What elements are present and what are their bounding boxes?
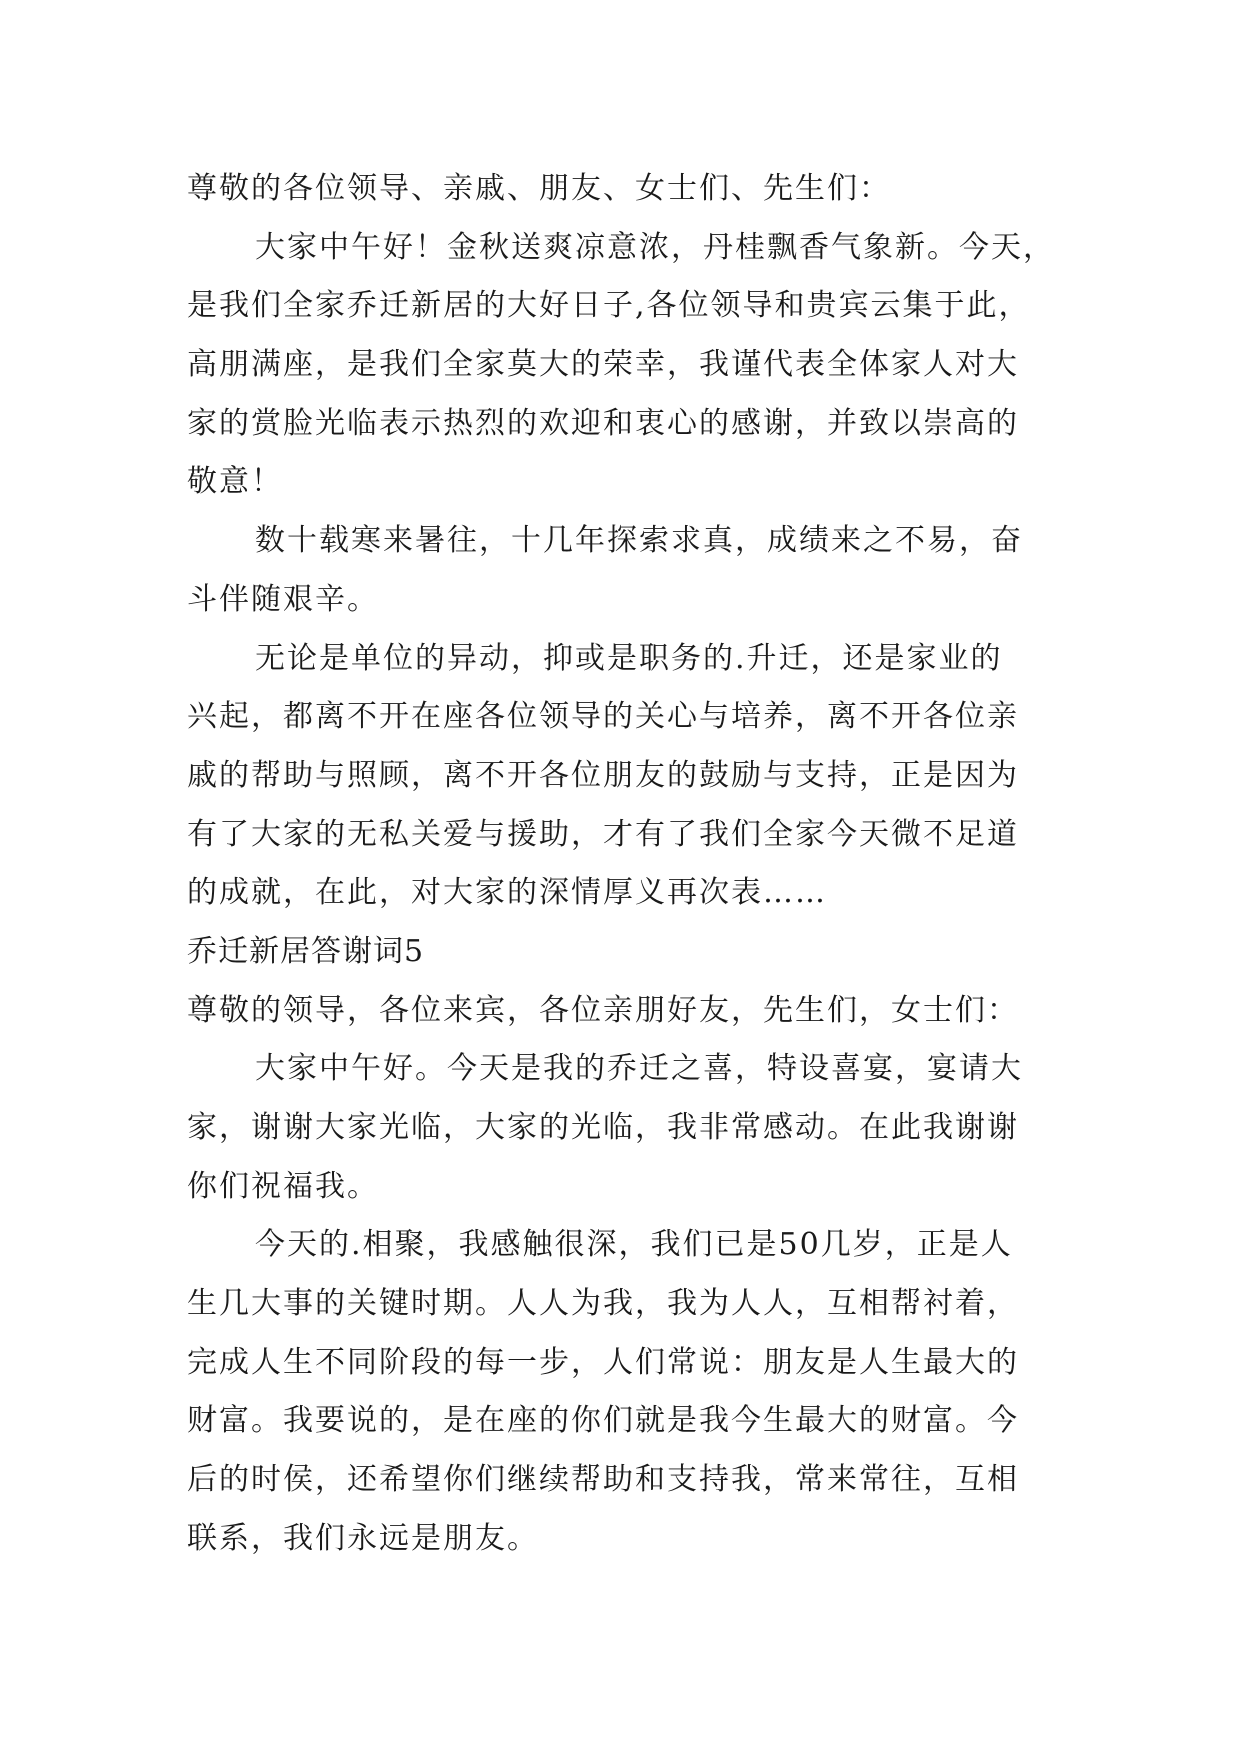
text-line: 大家中午好。今天是我的乔迁之喜，特设喜宴，宴请大 xyxy=(255,1051,1023,1087)
text-line: 斗伴随艰辛。 xyxy=(187,581,379,617)
text-line: 财富。我要说的，是在座的你们就是我今生最大的财富。今 xyxy=(187,1403,1019,1439)
text-line: 尊敬的领导，各位来宾，各位亲朋好友，先生们，女士们： xyxy=(187,992,1019,1028)
text-line: 联系，我们永远是朋友。 xyxy=(187,1520,539,1556)
text-line: 戚的帮助与照顾，离不开各位朋友的鼓励与支持，正是因为 xyxy=(187,757,1019,793)
section-heading: 乔迁新居答谢词5 xyxy=(187,933,425,969)
text-line: 完成人生不同阶段的每一步，人们常说：朋友是人生最大的 xyxy=(187,1344,1019,1380)
text-line: 家，谢谢大家光临，大家的光临，我非常感动。在此我谢谢 xyxy=(187,1110,1019,1145)
text-line: 大家中午好！金秋送爽凉意浓，丹桂飘香气象新。今天， xyxy=(255,229,1055,265)
text-line: 今天的.相聚，我感触很深，我们已是50几岁，正是人 xyxy=(255,1227,1013,1263)
text-line: 敬意！ xyxy=(187,464,283,500)
text-line: 是我们全家乔迁新居的大好日子,各位领导和贵宾云集于此， xyxy=(187,288,1031,324)
text-line: 生几大事的关键时期。人人为我，我为人人，互相帮衬着， xyxy=(187,1286,1019,1322)
text-line: 你们祝福我。 xyxy=(187,1168,379,1204)
text-line: 无论是单位的异动，抑或是职务的.升迁，还是家业的 xyxy=(255,640,1003,676)
text-line: 有了大家的无私关爱与援助，才有了我们全家今天微不足道 xyxy=(187,816,1019,852)
text-line: 后的时侯，还希望你们继续帮助和支持我，常来常往，互相 xyxy=(187,1462,1019,1498)
text-line: 尊敬的各位领导、亲戚、朋友、女士们、先生们： xyxy=(187,171,891,206)
document-body xyxy=(187,160,1087,1569)
text-line: 高朋满座，是我们全家莫大的荣幸，我谨代表全体家人对大 xyxy=(187,347,1019,383)
text-line: 兴起，都离不开在座各位领导的关心与培养，离不开各位亲 xyxy=(187,699,1019,735)
text-line: 家的赏脸光临表示热烈的欢迎和衷心的感谢，并致以崇高的 xyxy=(187,405,1019,441)
text-line: 数十载寒来暑往，十几年探索求真，成绩来之不易，奋 xyxy=(255,523,1023,559)
text-line: 的成就，在此，对大家的深情厚义再次表…… xyxy=(187,875,827,911)
